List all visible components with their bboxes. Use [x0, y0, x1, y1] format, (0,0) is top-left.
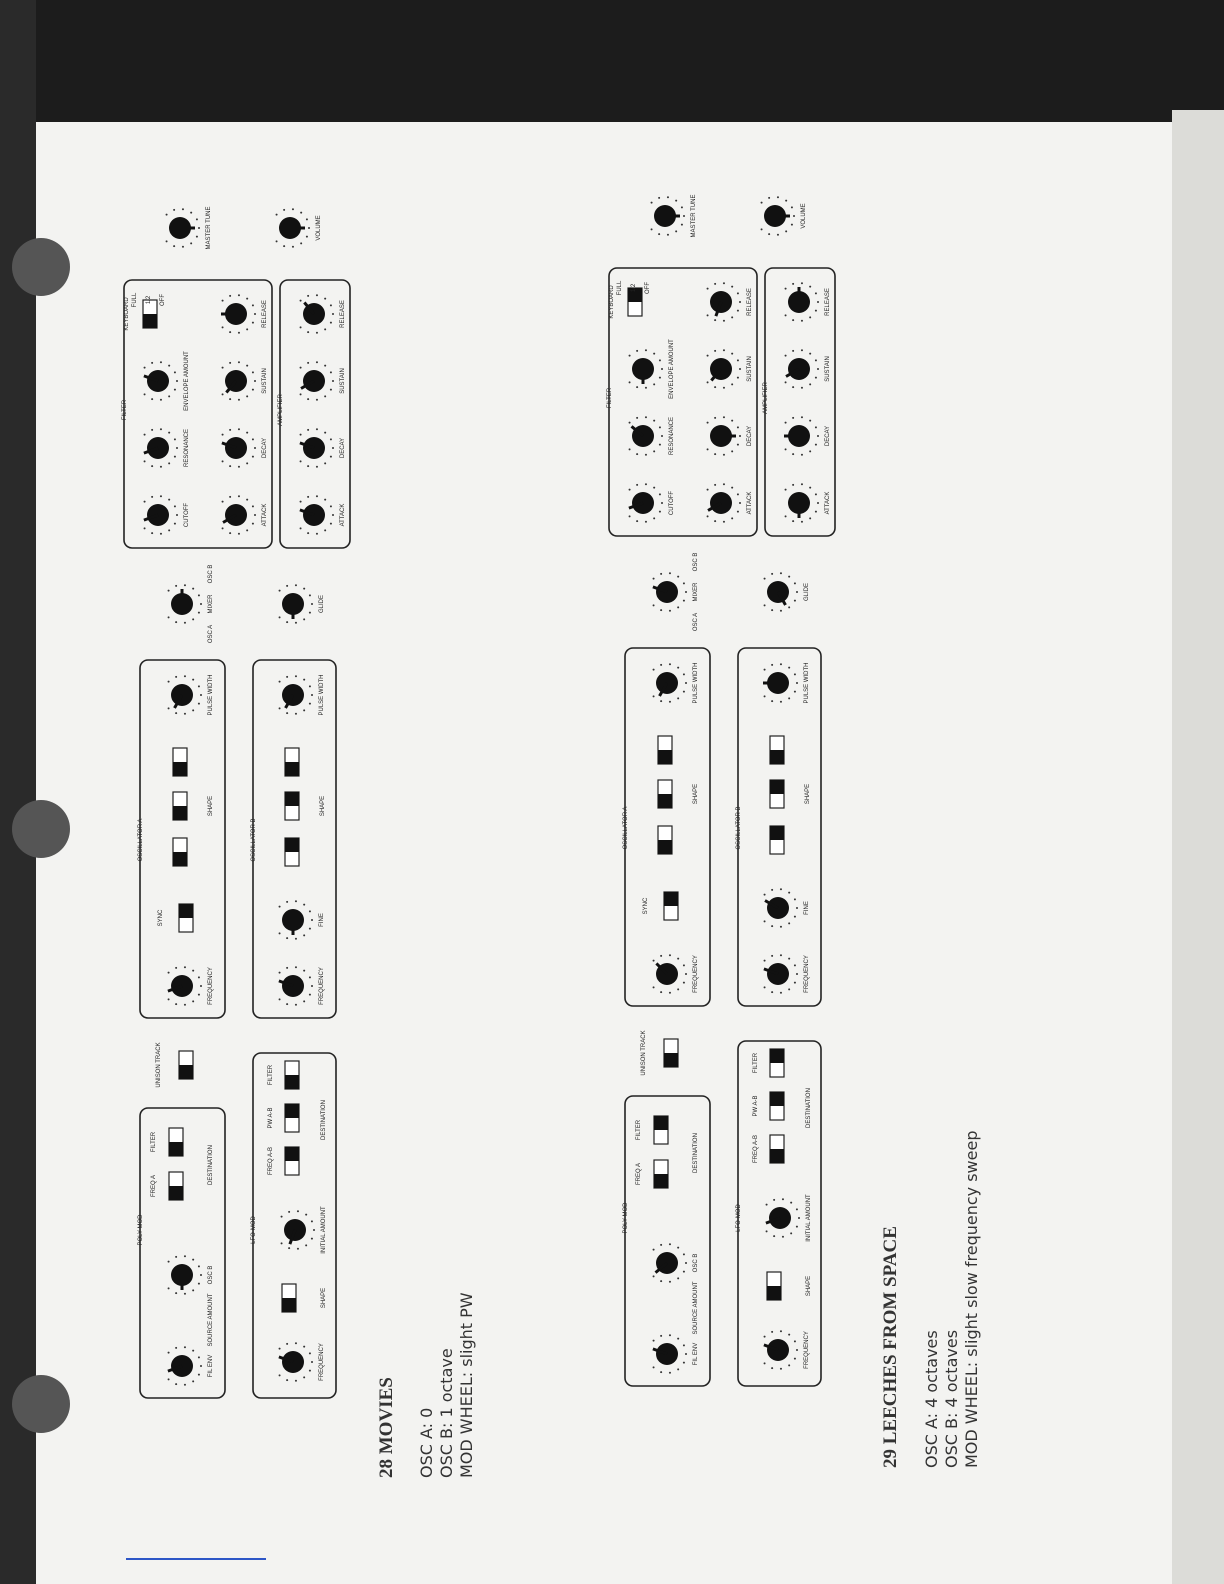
patch-29-mixer-osc-b-label: OSC B: [693, 552, 699, 572]
patch-29-osc-a-frequency-knob-label: FREQUENCY: [693, 955, 699, 993]
patch-28-lfo-freq-ab-label: FREQ A-B: [268, 1146, 274, 1176]
patch-29-filter-cutoff-knob-label: CUTOFF: [669, 490, 675, 516]
patch-29-glide-knob: [764, 572, 798, 612]
patch-29-filter-sustain-knob-label: SUSTAIN: [747, 356, 753, 382]
patch-28-lfo-shape-switch: [282, 1284, 296, 1312]
patch-28-poly-mod-osc-b-knob-label: OSC B: [208, 1265, 214, 1285]
patch-29-filter-title: FILTER: [607, 387, 613, 409]
patch-29-osc-b-shape-label: SHAPE: [805, 783, 811, 805]
patch-28-filter-resonance-knob-label: RESONANCE: [184, 428, 190, 468]
patch-29-lfo-filter-label: FILTER: [753, 1052, 759, 1074]
patch-29-osc-b-title: OSCILLATOR B: [736, 806, 742, 850]
patch-28-osc-a-pulse-width-knob: [168, 675, 202, 715]
patch-28-amp-release-knob-label: RELEASE: [340, 300, 346, 328]
patch-28-filter-release-knob-label: RELEASE: [262, 300, 268, 328]
patch-29-lfo-pw-ab-switch: [770, 1092, 784, 1120]
patch-29-amp-release-knob-label: RELEASE: [825, 288, 831, 316]
patch-29-osc-a-shape-label: SHAPE: [693, 783, 699, 805]
patch-29-filter-env-amount-knob-label: ENVELOPE AMOUNT: [669, 339, 675, 399]
patch-28-osc-b-fine-knob-label: FINE: [319, 913, 325, 927]
patch-29-lfo-freq-ab-label: FREQ A-B: [753, 1134, 759, 1164]
patch-29-osc-a-pulse-width-knob: [653, 663, 687, 703]
patch-29-mixer-knob: [653, 572, 687, 612]
patch-29-lfo-pw-ab-label: PW A-B: [753, 1095, 759, 1117]
patch-29-osc-a-pulse-switch: [658, 736, 672, 764]
patch-28-osc-b-title: OSCILLATOR B: [251, 818, 257, 862]
patch-29-line-1: OSC A: 4 octaves: [922, 1330, 941, 1468]
patch-29-osc-b-saw-switch: [770, 826, 784, 854]
patch-28-filter-cutoff-knob-label: CUTOFF: [184, 502, 190, 528]
patch-28-osc-a-saw-switch: [173, 838, 187, 866]
patch-28-filter-env-amount-knob: [144, 361, 178, 401]
patch-29-osc-b-fine-knob: [764, 888, 798, 928]
patch-28-amp-sustain-knob-label: SUSTAIN: [340, 368, 346, 394]
patch-29-volume-knob-label: VOLUME: [801, 203, 807, 229]
patch-28-poly-mod-freq-a-switch: [169, 1172, 183, 1200]
patch-28-filter-decay-knob-label: DECAY: [262, 437, 268, 459]
patch-28-line-1: OSC A: 0: [417, 1407, 436, 1478]
patch-28-filter-keyboard-off-label: OFF: [160, 294, 166, 306]
patch-29-filter-keyboard-label: KEYBOARD: [609, 285, 615, 319]
patch-29-osc-a-saw-switch: [658, 826, 672, 854]
patch-29-filter-release-knob-label: RELEASE: [747, 288, 753, 316]
patch-29-filter-env-amount-knob: [629, 349, 663, 389]
patch-28-osc-a-sync-switch: [179, 904, 193, 932]
patch-28-master-tune-knob: [166, 208, 200, 248]
patch-29-mixer-knob-label: MIXER: [693, 582, 699, 602]
patch-29-amp-attack-knob: [785, 483, 819, 523]
patch-29-filter-keyboard-full-label: FULL: [617, 280, 623, 296]
patch-29-line-3: MOD WHEEL: slight slow frequency sweep: [962, 1130, 981, 1468]
patch-28-volume-knob-label: VOLUME: [316, 215, 322, 241]
patch-28-poly-mod-source-label: SOURCE AMOUNT: [208, 1293, 214, 1347]
patch-29-lfo-frequency-knob: [764, 1330, 798, 1370]
patch-29-filter-decay-knob: [707, 416, 741, 456]
patch-29-poly-mod-freq-a-label: FREQ A: [636, 1162, 642, 1186]
patch-29-poly-mod-filter-switch: [654, 1116, 668, 1144]
patch-28-filter-decay-knob: [222, 428, 256, 468]
patch-29-lfo-shape-label: SHAPE: [806, 1275, 812, 1297]
patch-29-osc-b-pulse-switch: [770, 736, 784, 764]
patch-28-filter-attack-knob: [222, 495, 256, 535]
patch-28-line-3: MOD WHEEL: slight PW: [457, 1292, 476, 1478]
patch-29-lfo-destination-label: DESTINATION: [806, 1088, 812, 1128]
patch-29-unison-track-label: UNISON TRACK: [641, 1030, 647, 1076]
patch-28-lfo-destination-label: DESTINATION: [321, 1100, 327, 1140]
patch-28-poly-mod-destination-label: DESTINATION: [208, 1145, 214, 1185]
patch-28-osc-b-saw-switch: [285, 838, 299, 866]
patch-28-poly-mod-osc-b-knob: [168, 1255, 202, 1295]
patch-28-filter-release-knob: [221, 294, 256, 334]
patch-28-lfo-filter-label: FILTER: [268, 1064, 274, 1086]
patch-28-osc-b-tri-switch: [285, 792, 299, 820]
patch-28-osc-a-pulse-width-knob-label: PULSE WIDTH: [208, 674, 214, 716]
patch-29-filter-release-knob: [707, 282, 741, 322]
patch-29-osc-b-pulse-width-knob-label: PULSE WIDTH: [804, 662, 810, 704]
patch-29-volume-knob: [761, 196, 795, 236]
patch-29-poly-mod-filter-env-knob-label: FIL ENV: [693, 1342, 699, 1366]
patch-28-osc-b-shape-label: SHAPE: [320, 795, 326, 817]
patch-28-lfo-frequency-knob-label: FREQUENCY: [319, 1343, 325, 1381]
patch-28-lfo-mod-title: LFO-MOD: [251, 1216, 257, 1244]
patch-29-osc-b-frequency-knob: [764, 954, 798, 994]
patch-28-osc-a-title: OSCILLATOR A: [138, 818, 144, 862]
patch-28-mixer-knob: [168, 584, 202, 624]
patch-28-master-tune-knob-label: MASTER TUNE: [206, 206, 212, 250]
patch-28-poly-mod-filter-env-knob: [168, 1346, 202, 1386]
patch-29-filter-resonance-knob-label: RESONANCE: [669, 416, 675, 456]
patch-28-lfo-pw-ab-switch: [285, 1104, 299, 1132]
patch-29-poly-mod-freq-a-switch: [654, 1160, 668, 1188]
patch-29-amp-decay-knob: [784, 416, 819, 456]
patch-28-osc-b-frequency-knob: [279, 966, 313, 1006]
patch-28-lfo-initial-amount-knob: [281, 1210, 315, 1250]
patch-28-filter-attack-knob-label: ATTACK: [262, 503, 268, 527]
patch-28-osc-a-tri-switch: [173, 792, 187, 820]
patch-28-filter-keyboard-half-label: 1/2: [146, 295, 152, 305]
patch-28-mixer-osc-b-label: OSC B: [208, 564, 214, 584]
patch-29-osc-a-sync-switch: [664, 892, 678, 920]
patch-28-amp-attack-knob-label: ATTACK: [340, 503, 346, 527]
patch-28-mixer-knob-label: MIXER: [208, 594, 214, 614]
patch-29-filter-cutoff-knob: [629, 483, 663, 523]
patch-29-filter-resonance-knob: [629, 416, 663, 456]
patch-28-osc-b-pulse-width-knob: [279, 675, 313, 715]
patch-29-lfo-initial-amount-knob-label: INITIAL AMOUNT: [806, 1194, 812, 1242]
patch-28-lfo-frequency-knob: [279, 1342, 313, 1382]
patch-28-osc-b-pulse-switch: [285, 748, 299, 776]
patch-28-unison-track-switch: [179, 1051, 193, 1079]
patch-29-amp-attack-knob-label: ATTACK: [825, 491, 831, 515]
patch-29-osc-b-fine-knob-label: FINE: [804, 901, 810, 915]
patch-28-amp-attack-knob: [300, 495, 334, 535]
patch-28-osc-a-sync-label: SYNC: [158, 909, 164, 927]
patch-29-lfo-initial-amount-knob: [766, 1198, 800, 1238]
patch-28-amp-release-knob: [300, 294, 334, 334]
patch-28-poly-mod-filter-label: FILTER: [151, 1131, 157, 1153]
patch-29-osc-b-tri-switch: [770, 780, 784, 808]
patch-28-poly-mod-filter-env-knob-label: FIL ENV: [208, 1354, 214, 1378]
patch-28-osc-a-frequency-knob-label: FREQUENCY: [208, 967, 214, 1005]
patch-28-filter-resonance-knob: [144, 428, 178, 468]
patch-29-filter-attack-knob-label: ATTACK: [747, 491, 753, 515]
patch-29-lfo-mod-title: LFO-MOD: [736, 1204, 742, 1232]
patch-29-osc-b-frequency-knob-label: FREQUENCY: [804, 955, 810, 993]
patch-28-mixer-osc-a-label: OSC A: [208, 624, 214, 644]
patch-29-osc-a-sync-label: SYNC: [643, 897, 649, 915]
patch-28-filter-keyboard-full-label: FULL: [132, 292, 138, 308]
patch-28-filter-cutoff-knob: [144, 495, 178, 535]
patch-28-volume-knob: [276, 208, 310, 248]
patch-29-poly-mod-destination-label: DESTINATION: [693, 1133, 699, 1173]
patch-29-mixer-osc-a-label: OSC A: [693, 612, 699, 632]
patch-29-lfo-shape-switch: [767, 1272, 781, 1300]
patch-28-amp-sustain-knob: [300, 361, 334, 401]
patch-29-filter-keyboard-half-label: 1/2: [631, 283, 637, 293]
patch-28-filter-sustain-knob-label: SUSTAIN: [262, 368, 268, 394]
patch-28-line-2: OSC B: 1 octave: [437, 1348, 456, 1478]
patch-28-osc-b-fine-knob: [279, 900, 313, 940]
patch-29-poly-mod-title: POLY-MOD: [623, 1202, 629, 1234]
patch-29-amp-title: AMPLIFIER: [763, 382, 769, 414]
patch-29-poly-mod-osc-b-knob: [653, 1243, 687, 1283]
patch-29-poly-mod-filter-label: FILTER: [636, 1119, 642, 1141]
patch-29-glide-knob-label: GLIDE: [804, 582, 810, 602]
patch-29-filter-sustain-knob: [707, 349, 741, 389]
patch-29-amp-decay-knob-label: DECAY: [825, 425, 831, 447]
patch-28-unison-track-label: UNISON TRACK: [156, 1042, 162, 1088]
patch-29-lfo-filter-switch: [770, 1049, 784, 1077]
patch-29-osc-a-frequency-knob: [653, 954, 687, 994]
patch-29-title: 29 LEECHES FROM SPACE: [880, 1226, 901, 1468]
patch-29-amp-sustain-knob-label: SUSTAIN: [825, 356, 831, 382]
patch-29-osc-a-tri-switch: [658, 780, 672, 808]
patch-29-line-2: OSC B: 4 octaves: [942, 1329, 961, 1468]
patch-29-master-tune-knob-label: MASTER TUNE: [691, 194, 697, 238]
patch-29-master-tune-knob: [651, 196, 685, 236]
patch-28-poly-mod-title: POLY-MOD: [138, 1214, 144, 1246]
patch-29-unison-track-switch: [664, 1039, 678, 1067]
patch-28-amp-decay-knob-label: DECAY: [340, 437, 346, 459]
patch-28-glide-knob: [279, 584, 313, 624]
patch-28-filter-keyboard-label: KEYBOARD: [124, 297, 130, 331]
patch-28-poly-mod-filter-switch: [169, 1128, 183, 1156]
patch-28-osc-b-pulse-width-knob-label: PULSE WIDTH: [319, 674, 325, 716]
patch-28-lfo-shape-label: SHAPE: [321, 1287, 327, 1309]
patch-29-poly-mod-source-label: SOURCE AMOUNT: [693, 1281, 699, 1335]
patch-28-glide-knob-label: GLIDE: [319, 594, 325, 614]
patch-28-filter-title: FILTER: [122, 399, 128, 421]
patch-28-poly-mod-freq-a-label: FREQ A: [151, 1174, 157, 1198]
patch-29-osc-b-pulse-width-knob: [763, 663, 798, 703]
patch-28-lfo-initial-amount-knob-label: INITIAL AMOUNT: [321, 1206, 327, 1254]
patch-28-osc-b-frequency-knob-label: FREQUENCY: [319, 967, 325, 1005]
patch-29-poly-mod-filter-env-knob: [653, 1334, 687, 1374]
patch-29-filter-decay-knob-label: DECAY: [747, 425, 753, 447]
patch-28-osc-a-pulse-switch: [173, 748, 187, 776]
patch-29-lfo-frequency-knob-label: FREQUENCY: [804, 1331, 810, 1369]
patch-29-osc-a-title: OSCILLATOR A: [623, 806, 629, 850]
patch-29-filter-keyboard-off-label: OFF: [645, 282, 651, 294]
patch-28-amp-decay-knob: [300, 428, 334, 468]
patch-28-filter-env-amount-knob-label: ENVELOPE AMOUNT: [184, 351, 190, 411]
patch-28-lfo-filter-switch: [285, 1061, 299, 1089]
patch-29-osc-a-pulse-width-knob-label: PULSE WIDTH: [693, 662, 699, 704]
patch-29-amp-sustain-knob: [785, 349, 819, 389]
patch-28-title: 28 MOVIES: [376, 1377, 397, 1478]
patch-29-lfo-freq-ab-switch: [770, 1135, 784, 1163]
patch-28-amp-title: AMPLIFIER: [278, 394, 284, 426]
patch-28-lfo-freq-ab-switch: [285, 1147, 299, 1175]
patch-28-osc-a-shape-label: SHAPE: [208, 795, 214, 817]
patch-28-lfo-pw-ab-label: PW A-B: [268, 1107, 274, 1129]
patch-28-filter-sustain-knob: [222, 361, 256, 401]
patch-29-poly-mod-osc-b-knob-label: OSC B: [693, 1253, 699, 1273]
patch-29-amp-release-knob: [785, 282, 819, 322]
patch-29-filter-attack-knob: [707, 483, 741, 523]
patch-28-osc-a-frequency-knob: [168, 966, 202, 1006]
